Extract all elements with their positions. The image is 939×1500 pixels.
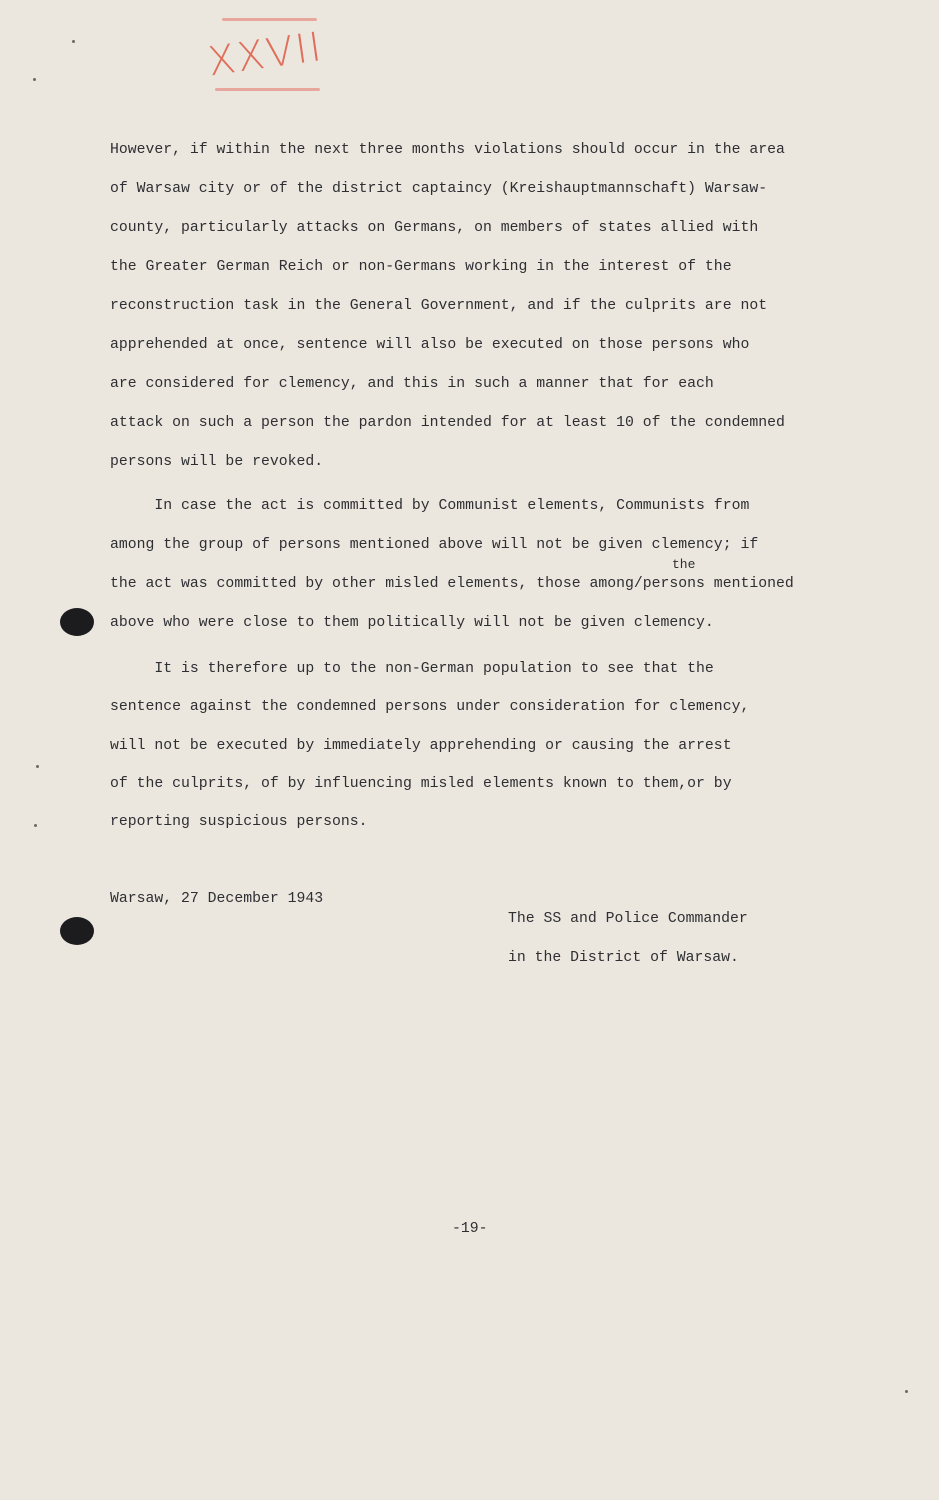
paper-speck: [33, 78, 36, 81]
date-line: Warsaw, 27 December 1943: [110, 891, 324, 907]
punch-hole: [60, 608, 94, 636]
signature-title: The SS and Police Commander: [508, 911, 748, 927]
body-line: are considered for clemency, and this in such a manner that for each: [110, 376, 714, 392]
body-line: county, particularly attacks on Germans, on members of states allied with: [110, 220, 759, 236]
body-line: sentence against the condemned persons under consideration for clemency,: [110, 699, 750, 715]
body-line: the Greater German Reich or non-Germans working in the interest of the: [110, 259, 732, 275]
body-line: reconstruction task in the General Government, and if the culprits are not: [110, 298, 768, 314]
body-line: persons will be revoked.: [110, 454, 324, 470]
paper-speck: [905, 1390, 908, 1393]
roman-numeral-stamp: XXVII: [205, 23, 327, 86]
body-line: the act was committed by other misled elements, those among/persons mentioned: [110, 576, 794, 592]
body-line: apprehended at once, sentence will also be executed on those persons who: [110, 337, 750, 353]
body-line: of Warsaw city or of the district captaincy (Kreishauptmannschaft) Warsaw-: [110, 181, 768, 197]
body-line: It is therefore up to the non-German population to see that the: [110, 661, 714, 677]
body-line: attack on such a person the pardon intended for at least 10 of the condemned: [110, 415, 785, 431]
stamp-underline-top: [222, 18, 317, 21]
punch-hole: [60, 917, 94, 945]
paper-speck: [36, 765, 39, 768]
body-line: above who were close to them politically will not be given clemency.: [110, 615, 714, 631]
body-line: will not be executed by immediately apprehending or causing the arrest: [110, 738, 732, 754]
handwritten-insertion: the: [672, 557, 696, 572]
body-line: In case the act is committed by Communist elements, Communists from: [110, 498, 750, 514]
paper-speck: [34, 824, 37, 827]
signature-district: in the District of Warsaw.: [508, 950, 739, 966]
body-line: reporting suspicious persons.: [110, 814, 368, 830]
body-line: among the group of persons mentioned above will not be given clemency; if: [110, 537, 759, 553]
body-line: of the culprits, of by influencing misled elements known to them,or by: [110, 776, 732, 792]
paper-speck: [72, 40, 75, 43]
stamp-underline-bottom: [215, 88, 320, 91]
page-number: -19-: [452, 1221, 488, 1237]
body-line: However, if within the next three months violations should occur in the area: [110, 142, 785, 158]
